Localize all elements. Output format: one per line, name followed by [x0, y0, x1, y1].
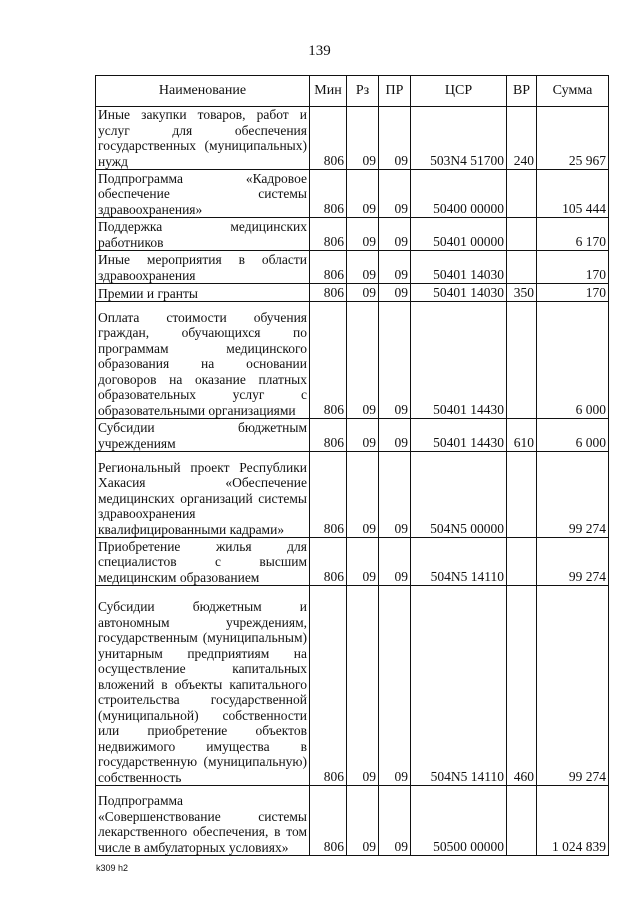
- row-sum: 6 000: [537, 302, 609, 419]
- row-vr: 610: [507, 419, 537, 452]
- row-vr: 460: [507, 586, 537, 786]
- row-min: 806: [310, 251, 347, 284]
- row-csr: 50500 00000: [411, 786, 507, 856]
- footer-code: k309 h2: [96, 863, 129, 873]
- row-rz: 09: [347, 538, 379, 586]
- row-min: 806: [310, 586, 347, 786]
- row-sum: 99 274: [537, 586, 609, 786]
- row-rz: 09: [347, 302, 379, 419]
- header-min: Мин: [310, 76, 347, 107]
- row-min: 806: [310, 302, 347, 419]
- row-rz: 09: [347, 786, 379, 856]
- row-sum: 1 024 839: [537, 786, 609, 856]
- row-pr: 09: [379, 538, 411, 586]
- row-min: 806: [310, 452, 347, 538]
- row-pr: 09: [379, 251, 411, 284]
- row-name: Иные закупки товаров, работ и услуг для обеспечения государственных (муниципальных) нужд: [96, 107, 310, 170]
- row-sum: 6 170: [537, 218, 609, 251]
- row-csr: 50401 14030: [411, 251, 507, 284]
- row-vr: [507, 170, 537, 218]
- header-sum: Сумма: [537, 76, 609, 107]
- table-row: [96, 218, 609, 251]
- row-pr: 09: [379, 170, 411, 218]
- row-csr: 50401 00000: [411, 218, 507, 251]
- row-name: Субсидии бюджетным и автономным учреждениям, государственным (муниципальным) унитарным предприятиям на осуществление капитальных вложений в объекты капитального строительства государственной (муниципальной) собственности или приобретение объектов недвижимого имущества в государственную (муниципальную) собственность: [96, 586, 310, 786]
- row-rz: 09: [347, 107, 379, 170]
- header-rz: Рз: [347, 76, 379, 107]
- row-rz: 09: [347, 170, 379, 218]
- header-name: Наименование: [96, 76, 310, 107]
- row-pr: 09: [379, 419, 411, 452]
- row-rz: 09: [347, 586, 379, 786]
- table-row: [96, 538, 609, 586]
- row-pr: 09: [379, 218, 411, 251]
- row-csr: 504N5 00000: [411, 452, 507, 538]
- row-sum: 99 274: [537, 538, 609, 586]
- table-row: [96, 586, 609, 786]
- row-vr: [507, 218, 537, 251]
- table-row: [96, 251, 609, 284]
- row-vr: 350: [507, 284, 537, 302]
- page-number: 139: [308, 43, 331, 59]
- row-pr: 09: [379, 786, 411, 856]
- row-vr: [507, 251, 537, 284]
- header-pr: ПР: [379, 76, 411, 107]
- row-csr: 50401 14430: [411, 302, 507, 419]
- row-sum: 99 274: [537, 452, 609, 538]
- row-rz: 09: [347, 251, 379, 284]
- row-pr: 09: [379, 302, 411, 419]
- row-rz: 09: [347, 218, 379, 251]
- row-name: Иные мероприятия в области здравоохранения: [96, 251, 310, 284]
- row-pr: 09: [379, 452, 411, 538]
- table-row: [96, 107, 609, 170]
- row-csr: 503N4 51700: [411, 107, 507, 170]
- row-name: Оплата стоимости обучения граждан, обучающихся по программам медицинского образования на основании договоров на оказание платных образовательных услуг с образовательными организациями: [96, 302, 310, 419]
- row-vr: [507, 452, 537, 538]
- table-row: [96, 284, 609, 302]
- row-sum: 170: [537, 284, 609, 302]
- row-sum: 105 444: [537, 170, 609, 218]
- header-csr: ЦСР: [411, 76, 507, 107]
- header-vr: ВР: [507, 76, 537, 107]
- row-min: 806: [310, 786, 347, 856]
- row-name: Субсидии бюджетным учреждениям: [96, 419, 310, 452]
- row-sum: 25 967: [537, 107, 609, 170]
- row-name: Региональный проект Республики Хакасия «Обеспечение медицинских организаций системы здравоохранения квалифицированными кадрами»: [96, 452, 310, 538]
- row-vr: [507, 786, 537, 856]
- row-csr: 50401 14430: [411, 419, 507, 452]
- row-pr: 09: [379, 586, 411, 786]
- row-rz: 09: [347, 452, 379, 538]
- row-csr: 504N5 14110: [411, 586, 507, 786]
- row-csr: 50401 14030: [411, 284, 507, 302]
- row-name: Приобретение жилья для специалистов с высшим медицинским образованием: [96, 538, 310, 586]
- table-row: [96, 302, 609, 419]
- row-name: Премии и гранты: [96, 284, 310, 302]
- row-name: Подпрограмма «Совершенствование системы лекарственного обеспечения, в том числе в амбулаторных условиях»: [96, 786, 310, 856]
- row-min: 806: [310, 218, 347, 251]
- table-row: [96, 170, 609, 218]
- table-row: [96, 786, 609, 856]
- row-pr: 09: [379, 107, 411, 170]
- row-vr: 240: [507, 107, 537, 170]
- row-name: Поддержка медицинских работников: [96, 218, 310, 251]
- row-csr: 504N5 14110: [411, 538, 507, 586]
- row-rz: 09: [347, 284, 379, 302]
- row-pr: 09: [379, 284, 411, 302]
- row-min: 806: [310, 284, 347, 302]
- table-row: [96, 452, 609, 538]
- row-rz: 09: [347, 419, 379, 452]
- row-min: 806: [310, 538, 347, 586]
- table-row: [96, 419, 609, 452]
- row-csr: 50400 00000: [411, 170, 507, 218]
- row-min: 806: [310, 107, 347, 170]
- table-header-row: [96, 76, 609, 107]
- row-name: Подпрограмма «Кадровое обеспечение системы здравоохранения»: [96, 170, 310, 218]
- row-min: 806: [310, 419, 347, 452]
- row-min: 806: [310, 170, 347, 218]
- row-sum: 170: [537, 251, 609, 284]
- row-vr: [507, 538, 537, 586]
- budget-table: [95, 75, 609, 856]
- row-sum: 6 000: [537, 419, 609, 452]
- row-vr: [507, 302, 537, 419]
